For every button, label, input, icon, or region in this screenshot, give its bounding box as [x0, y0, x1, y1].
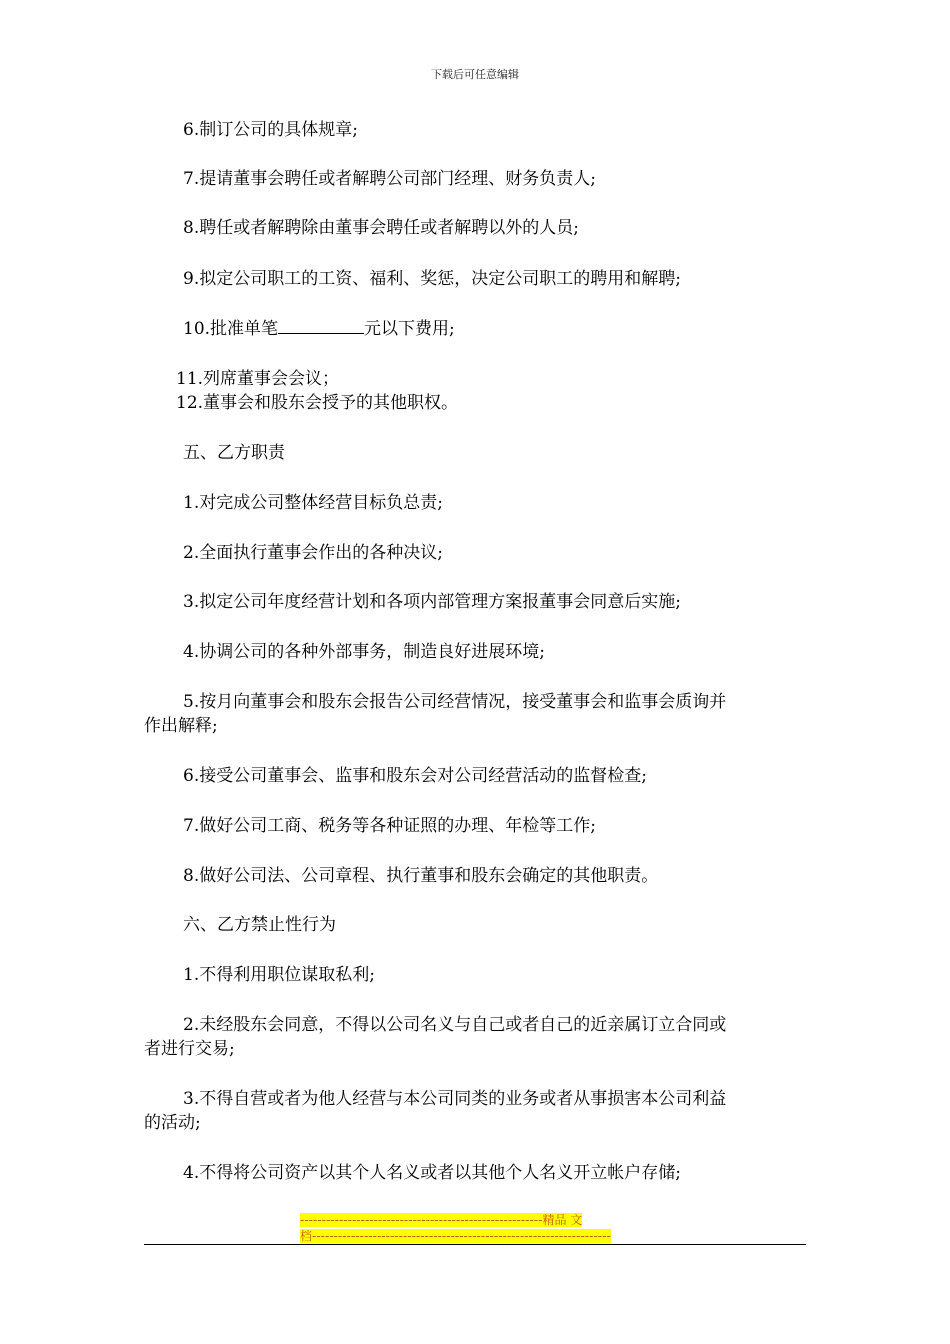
paragraph-item-9: 9.拟定公司职工的工资、福利、奖惩，决定公司职工的聘用和解聘;	[183, 269, 681, 289]
duty-item-3: 3.拟定公司年度经营计划和各项内部管理方案报董事会同意后实施;	[183, 592, 681, 612]
duty-item-4: 4.协调公司的各种外部事务，制造良好进展环境;	[183, 642, 545, 662]
amount-blank	[278, 317, 364, 334]
footer-rule	[144, 1244, 806, 1245]
page-header: 下载后可任意编辑	[431, 68, 519, 81]
paragraph-item-12: 12.董事会和股东会授予的其他职权。	[176, 393, 459, 413]
paragraph-item-8: 8.聘任或者解聘除由董事会聘任或者解聘以外的人员;	[183, 218, 579, 238]
prohibition-item-2-line1: 2.未经股东会同意，不得以公司名义与自己或者自己的近亲属订立合同或	[183, 1015, 727, 1035]
duty-item-7: 7.做好公司工商、税务等各种证照的办理、年检等工作;	[183, 816, 596, 836]
duty-item-1: 1.对完成公司整体经营目标负总责;	[183, 493, 443, 513]
footer-watermark-line2	[300, 1228, 650, 1244]
prohibition-item-4: 4.不得将公司资产以其个人名义或者以其他个人名义开立帐户存储;	[183, 1163, 681, 1183]
paragraph-item-11: 11.列席董事会会议；	[176, 369, 340, 389]
section-heading-5: 五、乙方职责	[183, 443, 285, 463]
item-10-prefix: 10.批准单笔	[183, 319, 279, 339]
duty-item-2: 2.全面执行董事会作出的各种决议;	[183, 543, 443, 563]
duty-item-6: 6.接受公司董事会、监事和股东会对公司经营活动的监督检查;	[183, 766, 647, 786]
item-10-suffix: 元以下费用;	[364, 319, 455, 339]
paragraph-item-6: 6.制订公司的具体规章;	[183, 120, 358, 140]
duty-item-8: 8.做好公司法、公司章程、执行董事和股东会确定的其他职责。	[183, 866, 659, 886]
duty-item-5-line1: 5.按月向董事会和股东会报告公司经营情况，接受董事会和监事会质询并	[183, 692, 727, 712]
footer-text-1: --------------------------------------------------------精品 文	[300, 1213, 583, 1227]
prohibition-item-1: 1.不得利用职位谋取私利;	[183, 965, 375, 985]
duty-item-5-line2: 作出解释;	[144, 716, 218, 736]
paragraph-item-7: 7.提请董事会聘任或者解聘公司部门经理、财务负责人;	[183, 169, 596, 189]
prohibition-item-3-line2: 的活动;	[144, 1113, 201, 1133]
prohibition-item-2-line2: 者进行交易;	[144, 1039, 235, 1059]
footer-watermark-line1	[300, 1212, 650, 1228]
section-heading-6: 六、乙方禁止性行为	[183, 915, 336, 935]
footer-text-2: 档---------------------------------------------------------------------	[300, 1229, 611, 1243]
paragraph-item-10	[183, 317, 455, 341]
prohibition-item-3-line1: 3.不得自营或者为他人经营与本公司同类的业务或者从事损害本公司利益	[183, 1089, 727, 1109]
